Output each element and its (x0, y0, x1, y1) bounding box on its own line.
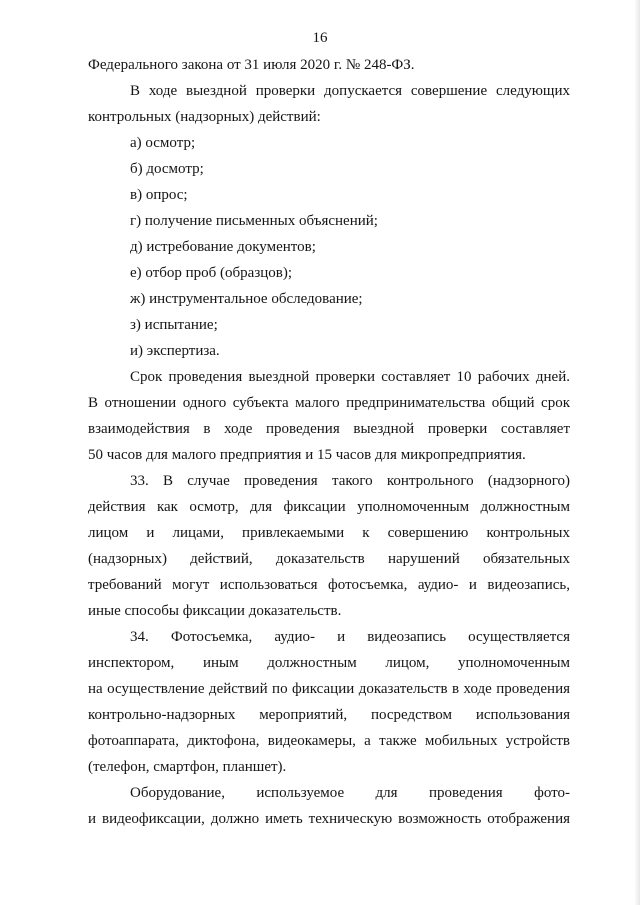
text-line: контрольных (надзорных) действий: (88, 109, 321, 125)
list-item: в) опрос; (130, 187, 188, 203)
text-line: иные способы фиксации доказательств. (88, 603, 342, 619)
list-item: а) осмотр; (130, 135, 196, 151)
list-item: г) получение письменных объяснений; (130, 213, 378, 229)
text-line: 33. В случае проведения такого контрольного (надзорного) (130, 473, 570, 489)
list-item: з) испытание; (130, 317, 218, 333)
document-body (88, 52, 570, 832)
text-line: лицом и лицами, привлекаемыми к совершению контрольных (88, 525, 570, 541)
text-line: и видеофиксации, должно иметь техническую возможность отображения (88, 811, 570, 827)
text-line: 50 часов для малого предприятия и 15 часов для микропредприятия. (88, 447, 526, 463)
list-item: ж) инструментальное обследование; (130, 291, 363, 307)
scan-edge-shadow (634, 0, 640, 905)
text-line: Срок проведения выездной проверки составляет 10 рабочих дней. (130, 369, 570, 385)
text-line: контрольно-надзорных мероприятий, посредством использования (88, 707, 570, 723)
text-line: Оборудование, используемое для проведения фото- (130, 785, 570, 801)
text-line: В отношении одного субъекта малого предпринимательства общий срок (88, 395, 570, 411)
list-item: и) экспертиза. (130, 343, 220, 359)
text-line: В ходе выездной проверки допускается совершение следующих (130, 83, 570, 99)
text-line: фотоаппарата, диктофона, видеокамеры, а также мобильных устройств (88, 733, 570, 749)
text-line: 34. Фотосъемка, аудио- и видеозапись осуществляется (130, 629, 570, 645)
list-item: б) досмотр; (130, 161, 204, 177)
list-item: е) отбор проб (образцов); (130, 265, 293, 281)
text-line: Федерального закона от 31 июля 2020 г. № 248-ФЗ. (88, 57, 415, 73)
text-line: требований могут использоваться фотосъемка, аудио- и видеозапись, (88, 577, 570, 593)
text-line: действия как осмотр, для фиксации уполномоченным должностным (88, 499, 570, 515)
text-line: (телефон, смартфон, планшет). (88, 759, 287, 775)
page-number: 16 (312, 30, 328, 46)
text-line: (надзорных) действий, доказательств нарушений обязательных (88, 551, 570, 567)
text-line: инспектором, иным должностным лицом, уполномоченным (88, 655, 570, 671)
text-line: взаимодействия в ходе проведения выездной проверки составляет (88, 421, 570, 437)
list-item: д) истребование документов; (130, 239, 316, 255)
text-line: на осуществление действий по фиксации доказательств в ходе проведения (88, 681, 570, 697)
